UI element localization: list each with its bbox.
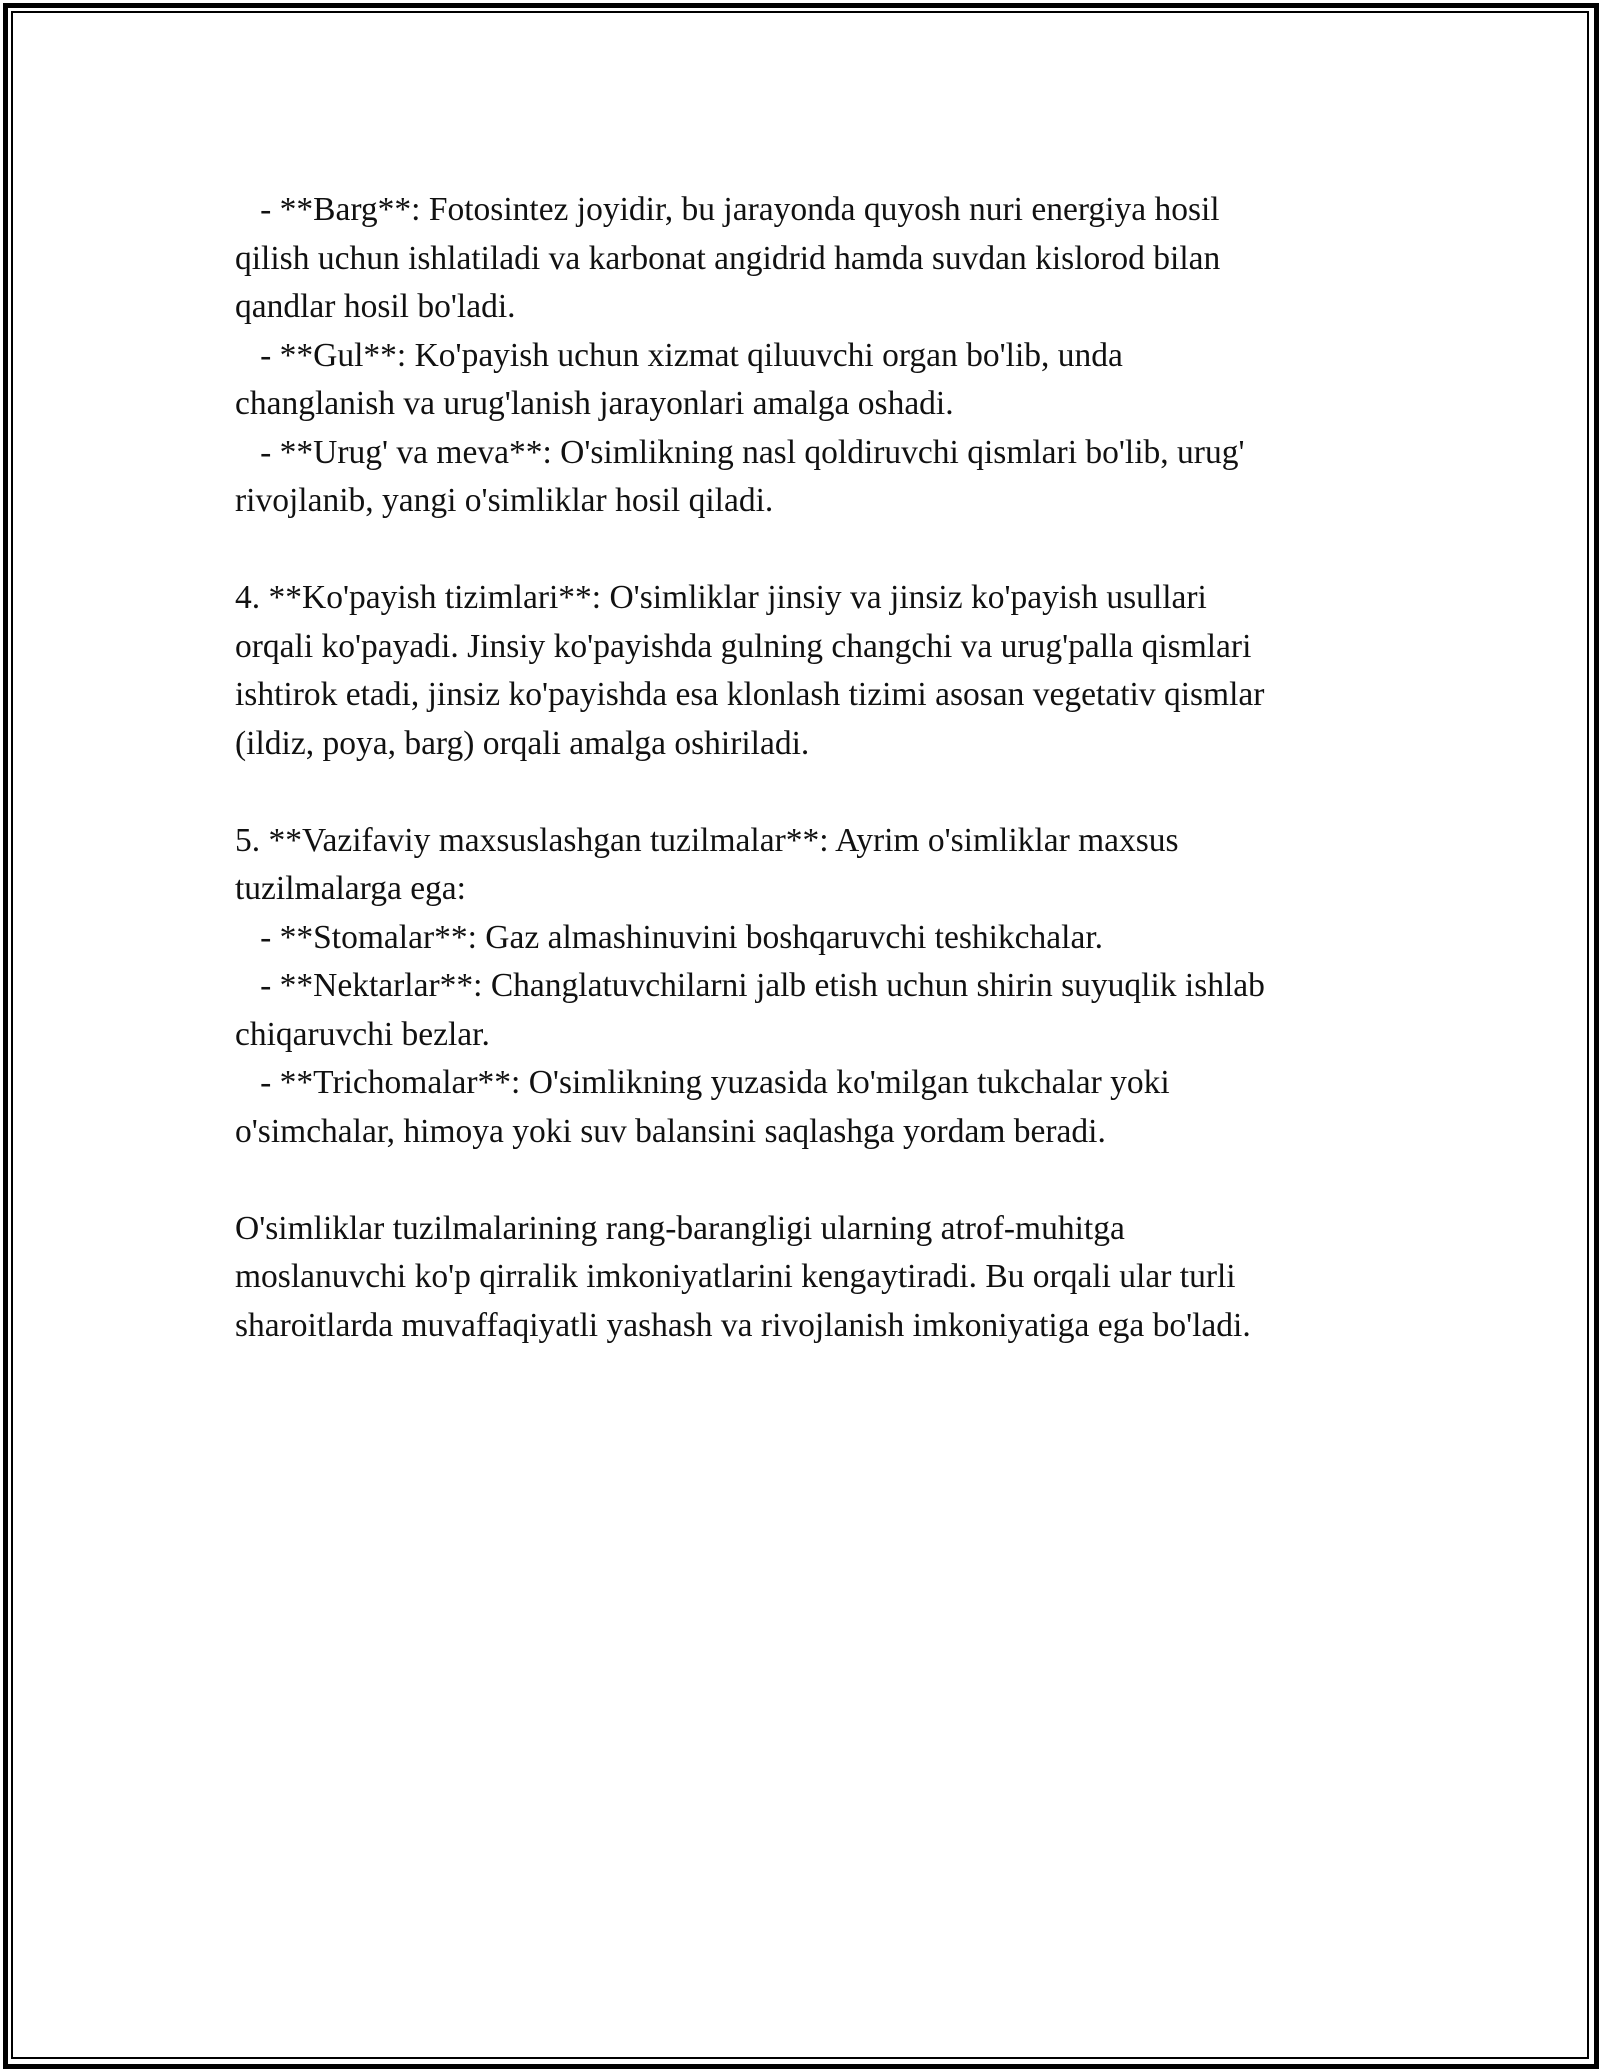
list-item-barg: - **Barg**: Fotosintez joyidir, bu jarayonda quyosh nuri energiya hosil qilish uchun ishlatiladi va karbonat angidrid hamda suvdan kislorod bilan qandlar hosil bo'ladi. [235,191,1221,325]
list-item-gul: - **Gul**: Ko'payish uchun xizmat qiluuvchi organ bo'lib, unda changlanish va urug'lanish jarayonlari amalga oshadi. [235,336,1123,422]
list-item-trichomalar: - **Trichomalar**: O'simlikning yuzasida ko'milgan tukchalar yoki o'simchalar, himoya yoki suv balansini saqlashga yordam beradi. [235,1064,1170,1150]
section-5-vazifaviy-tuzilmalar: 5. **Vazifaviy maxsuslashgan tuzilmalar**: Ayrim o'simliklar maxsus tuzilmalarga ega: [235,821,1179,907]
list-item-urug-va-meva: - **Urug' va meva**: O'simlikning nasl qoldiruvchi qismlari bo'lib, urug' rivojlanib, yangi o'simliklar hosil qiladi. [235,433,1245,519]
paragraph-gap [235,768,1375,817]
conclusion-paragraph: O'simliklar tuzilmalarining rang-barangligi ularning atrof-muhitga moslanuvchi ko'p qirralik imkoniyatlarini kengaytiradi. Bu orqali ular turli sharoitlarda muvaffaqiyatli yashash va rivojlanish imkoniyatiga ega bo'ladi. [235,1209,1251,1344]
section-4-kopayish-tizimlari: 4. **Ko'payish tizimlari**: O'simliklar jinsiy va jinsiz ko'payish usullari orqali ko'payadi. Jinsiy ko'payishda gulning changchi va urug'palla qismlari ishtirok etadi, jinsiz ko'payishda esa klonlash tizimi asosan vegetativ qismlar (ildiz, poya, barg) orqali amalga oshiriladi. [235,579,1265,762]
paragraph-gap [235,1156,1375,1205]
paragraph-gap [235,526,1375,575]
list-item-stomalar: - **Stomalar**: Gaz almashinuvini boshqaruvchi teshikchalar. [235,918,1104,956]
list-item-nektarlar: - **Nektarlar**: Changlatuvchilarni jalb etish uchun shirin suyuqlik ishlab chiqaruvchi bezlar. [235,967,1265,1053]
document-body [235,186,1375,1350]
